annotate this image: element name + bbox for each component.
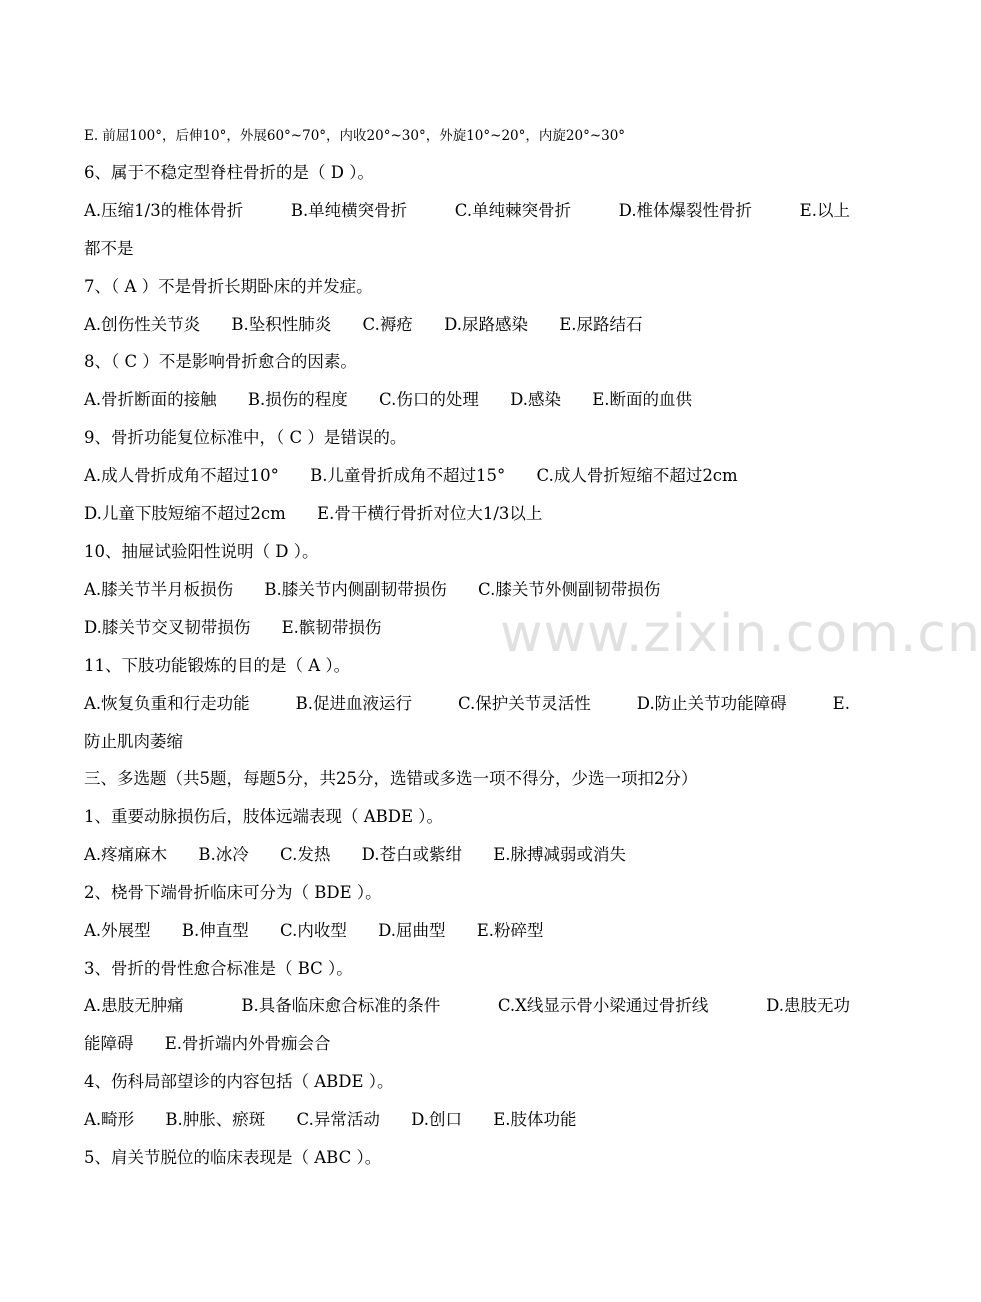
question-11-options-continued: 防止肌肉萎缩 xyxy=(84,732,183,751)
mc-question-3: 3、骨折的骨性愈合标准是（ BC ）。 xyxy=(84,959,353,978)
question-11-options xyxy=(84,692,850,716)
option-a: A.成人骨折成角不超过10° xyxy=(84,466,279,485)
mc-question-2-options xyxy=(84,919,850,943)
option-e: E.断面的血供 xyxy=(592,390,693,409)
option-e: E.髌韧带损伤 xyxy=(281,618,382,637)
option-d: D.儿童下肢短缩不超过2cm xyxy=(84,504,286,523)
option-b: B.促进血液运行 xyxy=(295,694,413,713)
option-d: D.创口 xyxy=(411,1110,462,1129)
mc-question-4-options xyxy=(84,1108,850,1132)
question-6: 6、属于不稳定型脊柱骨折的是（ D ）。 xyxy=(84,163,374,182)
option-a: A.畸形 xyxy=(84,1110,135,1129)
option-e-range-of-motion: E. 前屈100°，后伸10°，外展60°~70°，内收20°~30°，外旋10°~20°，内旋20°~30° xyxy=(84,128,626,144)
option-a: A.骨折断面的接触 xyxy=(84,390,217,409)
mc-question-3-options-continued xyxy=(84,1032,850,1056)
option-e: E.肢体功能 xyxy=(493,1110,577,1129)
mc-question-1-options xyxy=(84,843,850,867)
option-b: B.具备临床愈合标准的条件 xyxy=(241,996,441,1015)
option-e: E.以上 xyxy=(799,201,850,220)
question-7-options xyxy=(84,313,850,337)
option-c: C.褥疮 xyxy=(362,315,413,334)
option-e: E.粉碎型 xyxy=(476,921,544,940)
question-8-options xyxy=(84,388,850,412)
question-9: 9、骨折功能复位标准中，（ C ）是错误的。 xyxy=(84,428,407,447)
option-e: E. xyxy=(832,694,850,713)
option-b: B.儿童骨折成角不超过15° xyxy=(310,466,506,485)
mc-question-2: 2、桡骨下端骨折临床可分为（ BDE ）。 xyxy=(84,883,382,902)
option-d: D.苍白或紫绀 xyxy=(361,845,462,864)
option-a: A.疼痛麻木 xyxy=(84,845,168,864)
option-b: B.单纯横突骨折 xyxy=(290,201,408,220)
question-7: 7、（ A ）不是骨折长期卧床的并发症。 xyxy=(84,277,373,296)
option-c: C.成人骨折短缩不超过2cm xyxy=(536,466,738,485)
watermark: www.zixin.com.cn xyxy=(500,604,981,664)
option-d: D.感染 xyxy=(510,390,561,409)
option-b: B.坠积性肺炎 xyxy=(231,315,332,334)
question-11: 11、下肢功能锻炼的目的是（ A ）。 xyxy=(84,656,351,675)
option-b: B.肿胀、瘀斑 xyxy=(165,1110,266,1129)
option-d: D.屈曲型 xyxy=(378,921,446,940)
option-a: A.恢复负重和行走功能 xyxy=(84,694,250,713)
option-d: D.患肢无功 xyxy=(766,996,850,1015)
option-c: C.内收型 xyxy=(280,921,347,940)
option-d: D.尿路感染 xyxy=(444,315,528,334)
option-e: E.骨折端内外骨痂会合 xyxy=(164,1034,331,1053)
question-10-options-row2 xyxy=(84,616,850,640)
option-c: C.发热 xyxy=(280,845,331,864)
option-a: A.压缩1/3的椎体骨折 xyxy=(84,201,244,220)
option-e: E.脉搏减弱或消失 xyxy=(493,845,627,864)
question-9-options-row2 xyxy=(84,502,850,526)
option-c: C.单纯棘突骨折 xyxy=(454,201,572,220)
option-a: A.创伤性关节炎 xyxy=(84,315,201,334)
option-a: A.患肢无肿痛 xyxy=(84,996,184,1015)
question-6-options-continued: 都不是 xyxy=(84,239,134,258)
option-c: C.保护关节灵活性 xyxy=(458,694,591,713)
option-a: A.外展型 xyxy=(84,921,151,940)
mc-question-4: 4、伤科局部望诊的内容包括（ ABDE ）。 xyxy=(84,1072,394,1091)
section-heading-multiple-choice: 三、多选题（共5题，每题5分，共25分，选错或多选一项不得分，少选一项扣2分） xyxy=(84,769,698,788)
option-b: B.膝关节内侧副韧带损伤 xyxy=(264,580,447,599)
option-c: C.X线显示骨小梁通过骨折线 xyxy=(497,996,709,1015)
option-d: D.膝关节交叉韧带损伤 xyxy=(84,618,251,637)
mc-question-3-options xyxy=(84,994,850,1018)
option-c: C.异常活动 xyxy=(296,1110,380,1129)
question-10: 10、抽屉试验阳性说明（ D ）。 xyxy=(84,542,319,561)
option-e: E.骨干横行骨折对位大1/3以上 xyxy=(317,504,543,523)
question-10-options-row1 xyxy=(84,578,850,602)
question-6-options xyxy=(84,199,850,223)
option-c: C.膝关节外侧副韧带损伤 xyxy=(478,580,661,599)
option-d: D.椎体爆裂性骨折 xyxy=(618,201,753,220)
option-a: A.膝关节半月板损伤 xyxy=(84,580,234,599)
option-d: D.防止关节功能障碍 xyxy=(636,694,787,713)
option-b: B.损伤的程度 xyxy=(247,390,348,409)
option-b: B.伸直型 xyxy=(181,921,249,940)
mc-question-5: 5、肩关节脱位的临床表现是（ ABC ）。 xyxy=(84,1148,382,1167)
option-c: C.伤口的处理 xyxy=(379,390,479,409)
option-e: E.尿路结石 xyxy=(559,315,643,334)
question-8: 8、（ C ）不是影响骨折愈合的因素。 xyxy=(84,352,357,371)
option-b: B.冰冷 xyxy=(198,845,249,864)
option-d-continued: 能障碍 xyxy=(84,1034,134,1053)
mc-question-1: 1、重要动脉损伤后，肢体远端表现（ ABDE ）。 xyxy=(84,807,444,826)
question-9-options-row1 xyxy=(84,464,850,488)
